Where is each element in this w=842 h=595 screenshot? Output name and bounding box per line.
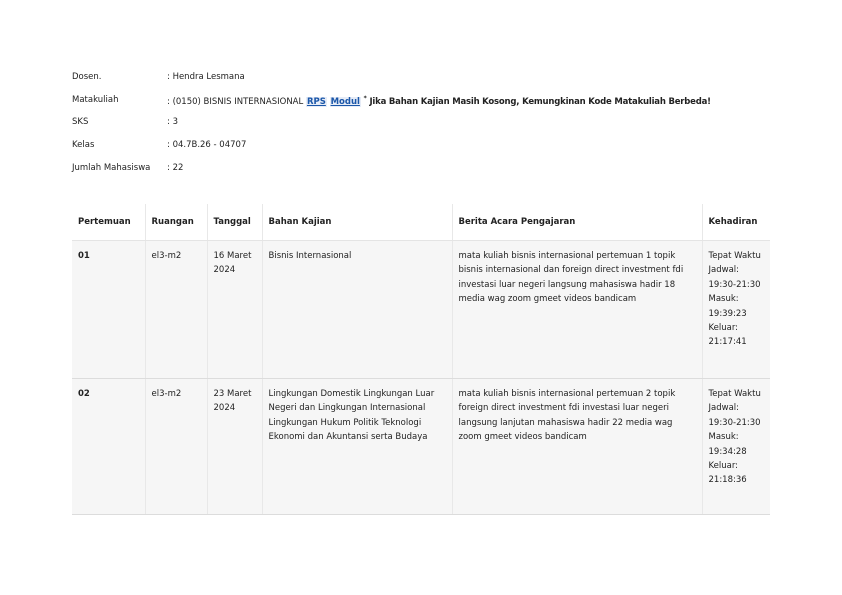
sks-value: : 3	[167, 117, 178, 128]
matakuliah-label: Matakuliah	[72, 94, 119, 105]
masuk-label: Masuk:	[708, 432, 739, 443]
masuk-value: 19:34:28	[708, 446, 747, 457]
jadwal-value: 19:30-21:30	[708, 417, 761, 428]
header-kehadiran: Kehadiran	[702, 204, 770, 241]
matakuliah-name: : (0150) BISNIS INTERNASIONAL	[167, 96, 304, 107]
dosen-value: : Hendra Lesmana	[167, 72, 245, 82]
header-pertemuan: Pertemuan	[72, 204, 145, 241]
header-bahan-kajian: Bahan Kajian	[262, 204, 452, 241]
keluar-label: Keluar:	[708, 461, 739, 472]
asterisk-mark: *	[363, 94, 367, 102]
cell-pertemuan: 02	[72, 379, 145, 515]
matakuliah-value	[167, 95, 711, 107]
masuk-label: Masuk:	[708, 294, 739, 305]
cell-ruangan: el3-m2	[145, 379, 207, 515]
cell-tanggal: 16 Maret 2024	[207, 241, 262, 379]
cell-ruangan: el3-m2	[145, 241, 207, 379]
cell-tanggal: 23 Maret 2024	[207, 379, 262, 515]
rps-link[interactable]: RPS	[306, 96, 326, 107]
keluar-value: 21:17:41	[708, 337, 747, 348]
masuk-value: 19:39:23	[708, 308, 747, 319]
table-row	[72, 241, 770, 379]
header-tanggal: Tanggal	[207, 204, 262, 241]
cell-bahan-kajian: Bisnis Internasional	[262, 241, 452, 379]
cell-pertemuan: 01	[72, 241, 145, 379]
header-ruangan: Ruangan	[145, 204, 207, 241]
cell-kehadiran	[702, 241, 770, 379]
jumlah-value: : 22	[167, 162, 184, 173]
cell-bahan-kajian: Lingkungan Domestik Lingkungan Luar Negeri dan Lingkungan Internasional Lingkungan Hukum Politik Teknologi Ekonomi dan Akuntansi serta Budaya	[262, 379, 452, 515]
cell-kehadiran	[702, 379, 770, 515]
jadwal-label: Jadwal:	[708, 265, 739, 276]
schedule-table	[72, 204, 770, 515]
jadwal-value: 19:30-21:30	[708, 279, 761, 290]
keluar-label: Keluar:	[708, 323, 739, 334]
attendance-status: Tepat Waktu	[708, 389, 761, 399]
sks-label: SKS	[72, 117, 89, 128]
kelas-value: : 04.7B.26 - 04707	[167, 140, 247, 151]
matakuliah-warning: Jika Bahan Kajian Masih Kosong, Kemungkinan Kode Matakuliah Berbeda!	[369, 96, 711, 107]
attendance-status: Tepat Waktu	[708, 251, 761, 261]
keluar-value: 21:18:36	[708, 475, 747, 486]
kelas-label: Kelas	[72, 140, 95, 151]
cell-berita-acara: mata kuliah bisnis internasional pertemuan 1 topik bisnis internasional dan foreign direct investment fdi investasi luar negeri langsung mahasiswa hadir 18 media wag zoom gmeet videos bandicam	[452, 241, 702, 379]
table-row	[72, 379, 770, 515]
cell-berita-acara: mata kuliah bisnis internasional pertemuan 2 topik foreign direct investment fdi investasi luar negeri langsung lanjutan mahasiswa hadir 22 media wag zoom gmeet videos bandicam	[452, 379, 702, 515]
modul-link[interactable]: Modul	[330, 96, 360, 107]
header-berita-acara: Berita Acara Pengajaran	[452, 204, 702, 241]
dosen-label: Dosen.	[72, 72, 102, 82]
table-header-row	[72, 204, 770, 241]
jadwal-label: Jadwal:	[708, 403, 739, 414]
jumlah-label: Jumlah Mahasiswa	[72, 162, 151, 173]
